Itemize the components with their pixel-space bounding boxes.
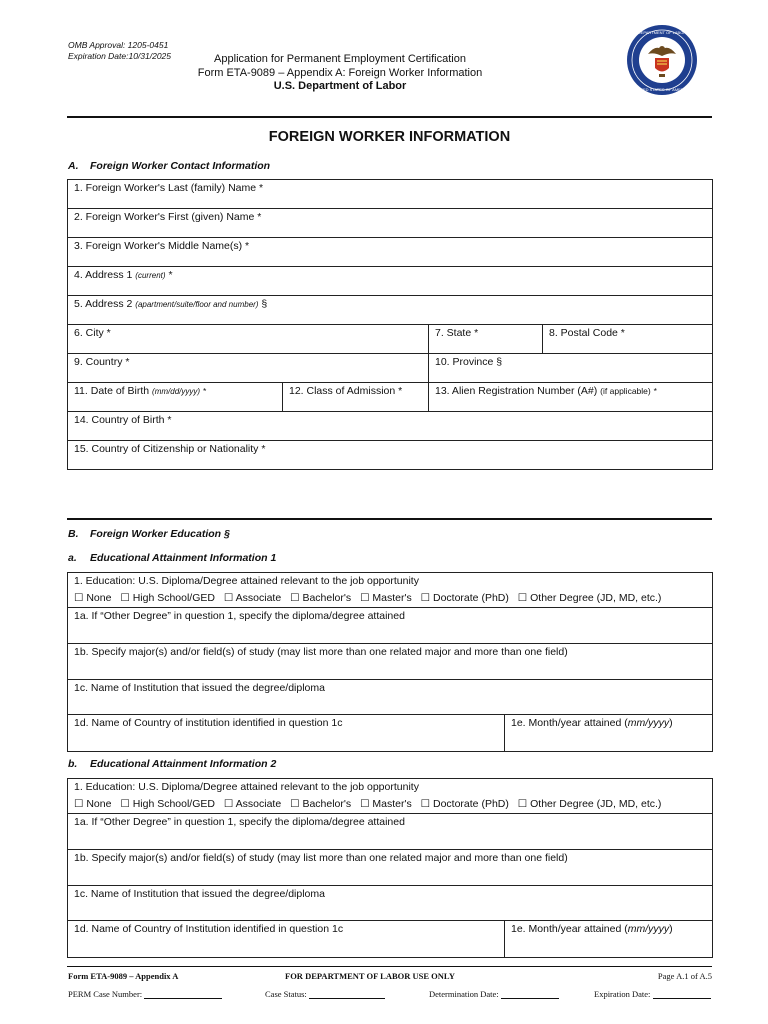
determination-date-label: Determination Date:	[429, 989, 499, 999]
state-field[interactable]	[429, 325, 543, 354]
alien-number-note: (if applicable)	[600, 386, 651, 396]
svg-text:UNITED STATES OF AMERICA: UNITED STATES OF AMERICA	[633, 87, 691, 92]
edu2-letter: b.	[68, 758, 78, 770]
page-title: FOREIGN WORKER INFORMATION	[268, 129, 511, 145]
edu1-option-high-school[interactable]: ☐ High School/GED	[120, 592, 215, 604]
header-line-1: Application for Permanent Employment Certification	[214, 53, 466, 65]
edu1-institution-field[interactable]	[68, 680, 713, 715]
address2-note: (apartment/suite/floor and number)	[135, 300, 259, 309]
address2-required: §	[261, 298, 268, 310]
edu2-heading	[68, 758, 276, 770]
dob-label: 11. Date of Birth	[74, 385, 150, 397]
edu1-option-doctorate[interactable]: ☐ Doctorate (PhD)	[420, 592, 509, 604]
edu1-q1e-format: mm/yyyy	[627, 717, 670, 729]
dol-seal-icon	[626, 24, 698, 96]
postal-code-label: 8. Postal Code *	[549, 327, 625, 339]
section-b-letter: B.	[68, 528, 79, 540]
case-number-label: PERM Case Number:	[68, 989, 143, 999]
header-line-2: Form ETA-9089 – Appendix A: Foreign Worker Information	[197, 66, 483, 79]
edu1-q1e-label: 1e. Month/year attained (	[511, 717, 628, 729]
edu1-year-field[interactable]	[505, 715, 713, 752]
country-of-birth-field[interactable]	[68, 412, 713, 441]
middle-name-field[interactable]	[68, 238, 713, 267]
edu1-q1-label: 1. Education: U.S. Diploma/Degree attained relevant to the job opportunity	[74, 575, 419, 587]
country-label: 9. Country *	[74, 356, 130, 368]
footer-expiration-date	[594, 989, 711, 999]
edu2-option-bachelors[interactable]: ☐ Bachelor's	[290, 798, 352, 810]
header-line-3: U.S. Department of Labor	[273, 80, 407, 92]
edu2-q1b-label: 1b. Specify major(s) and/or field(s) of study (may list more than one related major and more than one field)	[74, 852, 568, 864]
edu1-country-field[interactable]	[68, 715, 505, 752]
address2-field[interactable]	[68, 296, 713, 325]
edu2-major-field[interactable]	[68, 850, 713, 886]
edu2-option-doctorate[interactable]: ☐ Doctorate (PhD)	[420, 798, 509, 810]
edu2-q1d-label: 1d. Name of Country of Institution identified in question 1c	[74, 923, 344, 935]
section-b-title: Foreign Worker Education §	[90, 528, 230, 540]
province-label: 10. Province §	[435, 356, 503, 368]
last-name-label: 1. Foreign Worker's Last (family) Name *	[74, 182, 264, 194]
edu2-q1e-label: 1e. Month/year attained (	[511, 923, 628, 935]
edu2-year-field[interactable]	[505, 921, 713, 958]
dob-required: *	[202, 386, 207, 396]
footer-case-number	[68, 989, 222, 999]
class-of-admission-label: 12. Class of Admission *	[289, 385, 403, 397]
footer-determination-date	[429, 989, 559, 999]
dob-field[interactable]	[68, 383, 283, 412]
case-status-line	[309, 989, 385, 999]
edu1-option-bachelors[interactable]: ☐ Bachelor's	[290, 592, 352, 604]
footer-form-id: Form ETA-9089 – Appendix A	[68, 971, 179, 981]
edu2-option-masters[interactable]: ☐ Master's	[360, 798, 412, 810]
determination-date-line	[501, 989, 559, 999]
alien-number-field[interactable]	[429, 383, 713, 412]
address1-note: (current)	[135, 271, 166, 280]
postal-code-field[interactable]	[543, 325, 713, 354]
section-a-heading	[68, 160, 270, 172]
header-divider	[67, 116, 712, 118]
edu1-q1a-label: 1a. If “Other Degree” in question 1, specify the diploma/degree attained	[74, 610, 405, 622]
section-b-heading	[68, 528, 230, 540]
edu1-option-none[interactable]: ☐ None	[74, 592, 112, 604]
state-label: 7. State *	[435, 327, 479, 339]
edu2-other-degree-field[interactable]	[68, 814, 713, 850]
edu2-q1e-format: mm/yyyy	[627, 923, 670, 935]
edu1-q1e-close: )	[669, 717, 673, 729]
edu1-q1d-label: 1d. Name of Country of institution identified in question 1c	[74, 717, 343, 729]
address1-label: 4. Address 1	[74, 269, 133, 281]
section-a-title: Foreign Worker Contact Information	[90, 160, 271, 172]
edu1-letter: a.	[68, 552, 77, 564]
edu2-country-field[interactable]	[68, 921, 505, 958]
omb-expiration: Expiration Date:10/31/2025	[68, 51, 172, 61]
country-of-birth-label: 14. Country of Birth *	[74, 414, 172, 426]
edu1-heading	[68, 552, 276, 564]
citizenship-label: 15. Country of Citizenship or Nationality *	[74, 443, 266, 455]
edu2-q1e-close: )	[669, 923, 673, 935]
address2-label: 5. Address 2	[74, 298, 133, 310]
middle-name-label: 3. Foreign Worker's Middle Name(s) *	[74, 240, 250, 252]
edu2-option-high-school[interactable]: ☐ High School/GED	[120, 798, 215, 810]
form-header	[120, 53, 560, 94]
edu2-institution-field[interactable]	[68, 886, 713, 921]
edu2-degree-field	[68, 779, 713, 814]
edu1-title: Educational Attainment Information 1	[90, 552, 277, 564]
edu1-option-masters[interactable]: ☐ Master's	[360, 592, 412, 604]
education-2-table	[67, 778, 713, 958]
svg-text:DEPARTMENT OF LABOR: DEPARTMENT OF LABOR	[637, 30, 687, 35]
section-divider	[67, 518, 712, 520]
city-field[interactable]	[68, 325, 429, 354]
expiration-date-label: Expiration Date:	[594, 989, 651, 999]
address1-field[interactable]	[68, 267, 713, 296]
last-name-field[interactable]	[68, 180, 713, 209]
footer-rule	[67, 966, 712, 967]
province-field[interactable]	[429, 354, 713, 383]
address1-required: *	[168, 269, 173, 281]
edu2-q1-label: 1. Education: U.S. Diploma/Degree attained relevant to the job opportunity	[74, 781, 419, 793]
section-a-letter: A.	[68, 160, 79, 172]
case-status-label: Case Status:	[265, 989, 307, 999]
first-name-label: 2. Foreign Worker's First (given) Name *	[74, 211, 262, 223]
case-number-line	[144, 989, 222, 999]
edu2-q1c-label: 1c. Name of Institution that issued the degree/diploma	[74, 888, 325, 900]
alien-number-label: 13. Alien Registration Number (A#)	[435, 385, 598, 397]
edu1-q1c-label: 1c. Name of Institution that issued the degree/diploma	[74, 682, 325, 694]
edu2-option-associate[interactable]: ☐ Associate	[223, 798, 282, 810]
footer-page-number: Page A.1 of A.5	[657, 971, 712, 981]
citizenship-field[interactable]	[68, 441, 713, 470]
class-of-admission-field[interactable]	[283, 383, 429, 412]
education-1-table	[67, 572, 713, 752]
edu2-q1a-label: 1a. If “Other Degree” in question 1, specify the diploma/degree attained	[74, 816, 405, 828]
edu2-option-other[interactable]: ☐ Other Degree (JD, MD, etc.)	[517, 798, 662, 810]
edu1-degree-field	[68, 573, 713, 608]
footer-case-status	[265, 989, 385, 999]
footer-office-use: FOR DEPARTMENT OF LABOR USE ONLY	[285, 971, 455, 981]
edu1-option-other[interactable]: ☐ Other Degree (JD, MD, etc.)	[517, 592, 662, 604]
city-label: 6. City *	[74, 327, 111, 339]
edu2-option-none[interactable]: ☐ None	[74, 798, 112, 810]
edu1-major-field[interactable]	[68, 644, 713, 680]
edu2-title: Educational Attainment Information 2	[90, 758, 277, 770]
expiration-date-line	[653, 989, 711, 999]
dob-format: (mm/dd/yyyy)	[152, 387, 201, 396]
country-field[interactable]	[68, 354, 429, 383]
contact-info-table	[67, 179, 713, 470]
edu1-other-degree-field[interactable]	[68, 608, 713, 644]
first-name-field[interactable]	[68, 209, 713, 238]
edu1-option-associate[interactable]: ☐ Associate	[223, 592, 282, 604]
omb-approval: OMB Approval: 1205-0451	[68, 40, 169, 50]
edu1-q1b-label: 1b. Specify major(s) and/or field(s) of study (may list more than one related major and more than one field)	[74, 646, 568, 658]
alien-number-required: *	[653, 386, 657, 396]
